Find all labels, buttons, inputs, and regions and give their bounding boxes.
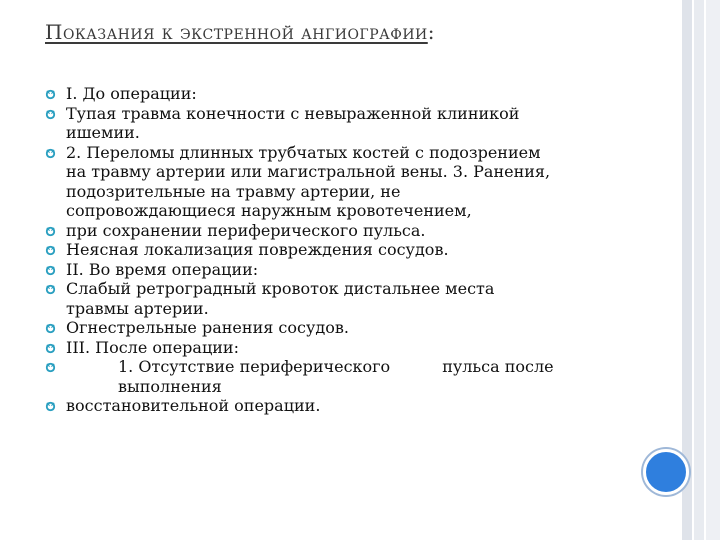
list-item <box>45 318 665 338</box>
list-item <box>45 279 665 318</box>
ornament-bullet-icon <box>45 245 56 256</box>
list-item-text: III. После операции: <box>66 337 239 357</box>
list-item-text: Слабый ретроградный кровоток дистальнее места <box>66 279 495 298</box>
list-item-text: травмы артерии. <box>66 298 209 318</box>
list-item <box>45 104 665 143</box>
list-item-text: на травму артерии или магистральной вены. 3. Ранения, <box>66 162 551 181</box>
list-item <box>45 396 665 416</box>
ornament-bullet-icon <box>45 401 56 412</box>
list-item-text: I. До операции: <box>66 84 197 103</box>
ornament-bullet-icon <box>45 323 56 334</box>
decorative-rail <box>694 0 704 540</box>
decorative-circle <box>643 449 689 495</box>
ornament-bullet-icon <box>45 265 56 276</box>
list-item <box>45 143 665 221</box>
list-item-text: сопровождающиеся наружным кровотечением, <box>66 201 472 220</box>
list-item-text: при сохранении периферического пульса. <box>66 220 426 240</box>
ornament-bullet-icon <box>45 226 56 237</box>
list-item-text: подозрительные на травму артерии, не <box>66 181 401 201</box>
decorative-rail <box>706 0 720 540</box>
ornament-bullet-icon <box>45 148 56 159</box>
slide-title-colon: : <box>427 20 436 44</box>
list-item-text: Тупая травма конечности с невыраженной клиникой <box>66 103 520 123</box>
list-item-text: пульса после <box>442 357 554 376</box>
list-item-text: восстановительной операции. <box>66 396 321 415</box>
list-item <box>45 338 665 358</box>
ornament-bullet-icon <box>45 362 56 373</box>
list-item <box>45 240 665 260</box>
list-item <box>45 357 665 396</box>
ornament-bullet-icon <box>45 284 56 295</box>
list-item-text-row <box>66 357 665 377</box>
list-item-text: ишемии. <box>66 123 140 142</box>
list-item-text: Огнестрельные ранения сосудов. <box>66 318 349 337</box>
list-item-text: Неясная локализация повреждения сосудов. <box>66 240 449 259</box>
bullet-list <box>45 84 665 416</box>
list-item <box>45 84 665 104</box>
list-item-text: II. Во время операции: <box>66 259 259 279</box>
ornament-bullet-icon <box>45 109 56 120</box>
ornament-bullet-icon <box>45 343 56 354</box>
slide-title <box>45 20 665 44</box>
slide-title-text: Показания к экстренной ангиографии <box>45 20 428 44</box>
list-item-text: 2. Переломы длинных трубчатых костей с подозрением <box>66 142 541 162</box>
list-item-text: 1. Отсутствие периферического <box>118 357 391 376</box>
ornament-bullet-icon <box>45 89 56 100</box>
list-item <box>45 221 665 241</box>
list-item <box>45 260 665 280</box>
list-item-text: выполнения <box>118 376 222 396</box>
